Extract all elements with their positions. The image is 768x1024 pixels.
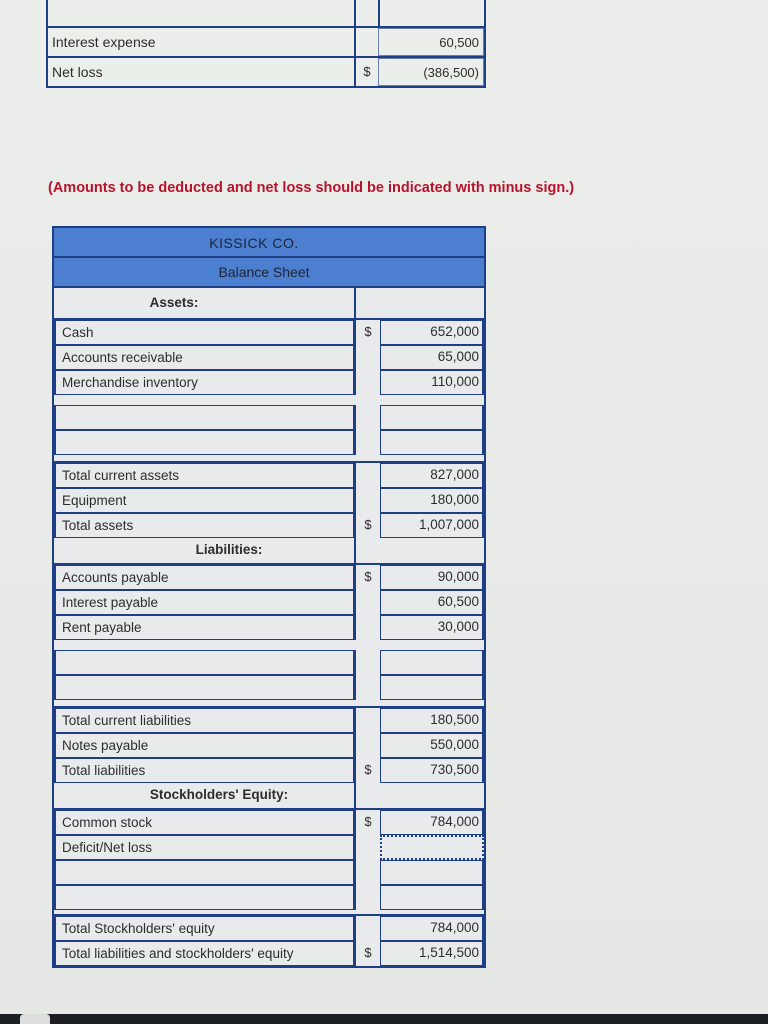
dollar-sign: $ [354,320,380,345]
blank-value-cell[interactable] [380,430,484,455]
ap-row [54,563,484,590]
blank-label-cell[interactable] [54,885,354,910]
blank-value-cell[interactable] [380,650,484,675]
dollar-sign: $ [354,810,380,835]
blank-value-cell[interactable] [380,405,484,430]
blank-row [54,860,484,885]
total-liabilities-value[interactable]: 730,500 [380,758,484,783]
blank-value-cell[interactable] [380,885,484,910]
notes-payable-row [54,733,484,758]
monitor-bezel [0,1014,768,1024]
equipment-value[interactable]: 180,000 [380,488,484,513]
blank-label-cell[interactable] [54,860,354,885]
total-current-liabilities-value[interactable]: 180,500 [380,708,484,733]
inventory-value[interactable]: 110,000 [380,370,484,395]
total-equity-label[interactable]: Total Stockholders' equity [54,916,354,941]
blank-value-cell[interactable] [380,860,484,885]
dollar-sign: $ [354,565,380,590]
equipment-label[interactable]: Equipment [54,488,354,513]
dollar-sign: $ [354,513,380,538]
cash-row [54,318,484,345]
total-le-row [54,941,484,966]
total-equity-row [54,914,484,941]
common-stock-value[interactable]: 784,000 [380,810,484,835]
rent-payable-label[interactable]: Rent payable [54,615,354,640]
blank-label-cell[interactable] [54,675,354,700]
net-loss-value[interactable]: (386,500) [378,58,484,86]
inventory-row [54,370,484,395]
total-current-liabilities-label[interactable]: Total current liabilities [54,708,354,733]
ap-value[interactable]: 90,000 [380,565,484,590]
total-assets-label[interactable]: Total assets [54,513,354,538]
blank-label-cell[interactable] [54,430,354,455]
cash-value[interactable]: 652,000 [380,320,484,345]
interest-payable-label[interactable]: Interest payable [54,590,354,615]
blank-label-cell[interactable] [54,650,354,675]
total-current-assets-row [54,461,484,488]
net-loss-label[interactable]: Net loss [48,58,356,86]
assets-heading: Assets: [149,295,199,310]
blank-row [48,0,484,28]
equipment-row [54,488,484,513]
blank-label-cell[interactable] [54,405,354,430]
liabilities-heading-row [54,538,484,563]
deficit-value-input[interactable] [380,835,484,860]
dollar-sign: $ [354,941,380,966]
common-stock-row [54,808,484,835]
notes-payable-label[interactable]: Notes payable [54,733,354,758]
dollar-sign: $ [363,64,371,79]
rent-payable-row [54,615,484,640]
total-equity-value[interactable]: 784,000 [380,916,484,941]
total-le-value[interactable]: 1,514,500 [380,941,484,966]
interest-expense-label[interactable]: Interest expense [48,28,356,56]
equity-heading: Stockholders' Equity: [149,787,289,802]
ar-label[interactable]: Accounts receivable [54,345,354,370]
interest-payable-row [54,590,484,615]
dollar-sign: $ [354,758,380,783]
company-name: KISSICK CO. [54,228,484,258]
total-liabilities-label[interactable]: Total liabilities [54,758,354,783]
blank-row [54,650,484,675]
blank-label-cell[interactable] [48,0,356,26]
total-liabilities-row [54,758,484,783]
interest-expense-row [48,28,484,58]
liabilities-heading: Liabilities: [195,542,263,557]
blank-value-cell[interactable] [380,675,484,700]
blank-value-cell[interactable] [378,0,484,26]
common-stock-label[interactable]: Common stock [54,810,354,835]
interest-payable-value[interactable]: 60,500 [380,590,484,615]
total-assets-value[interactable]: 1,007,000 [380,513,484,538]
total-current-assets-value[interactable]: 827,000 [380,463,484,488]
interest-expense-value[interactable]: 60,500 [378,28,484,56]
blank-row [54,885,484,910]
total-le-label[interactable]: Total liabilities and stockholders' equity [54,941,354,966]
notes-payable-value[interactable]: 550,000 [380,733,484,758]
balance-sheet-table [52,226,486,968]
blank-row [54,430,484,455]
assets-heading-row [54,288,484,318]
total-assets-row [54,513,484,538]
inventory-label[interactable]: Merchandise inventory [54,370,354,395]
statement-title: Balance Sheet [218,264,310,280]
ar-row [54,345,484,370]
cash-label[interactable]: Cash [54,320,354,345]
rent-payable-value[interactable]: 30,000 [380,615,484,640]
balance-sheet-header [54,228,484,288]
deficit-label[interactable]: Deficit/Net loss [54,835,354,860]
deficit-row [54,835,484,860]
ap-label[interactable]: Accounts payable [54,565,354,590]
income-statement-fragment [46,0,486,88]
total-current-liabilities-row [54,706,484,733]
net-loss-row [48,58,484,88]
equity-heading-row [54,783,484,808]
blank-row [54,405,484,430]
total-current-assets-label[interactable]: Total current assets [54,463,354,488]
instruction-note: (Amounts to be deducted and net loss should be indicated with minus sign.) [48,180,575,196]
ar-value[interactable]: 65,000 [380,345,484,370]
blank-row [54,675,484,700]
